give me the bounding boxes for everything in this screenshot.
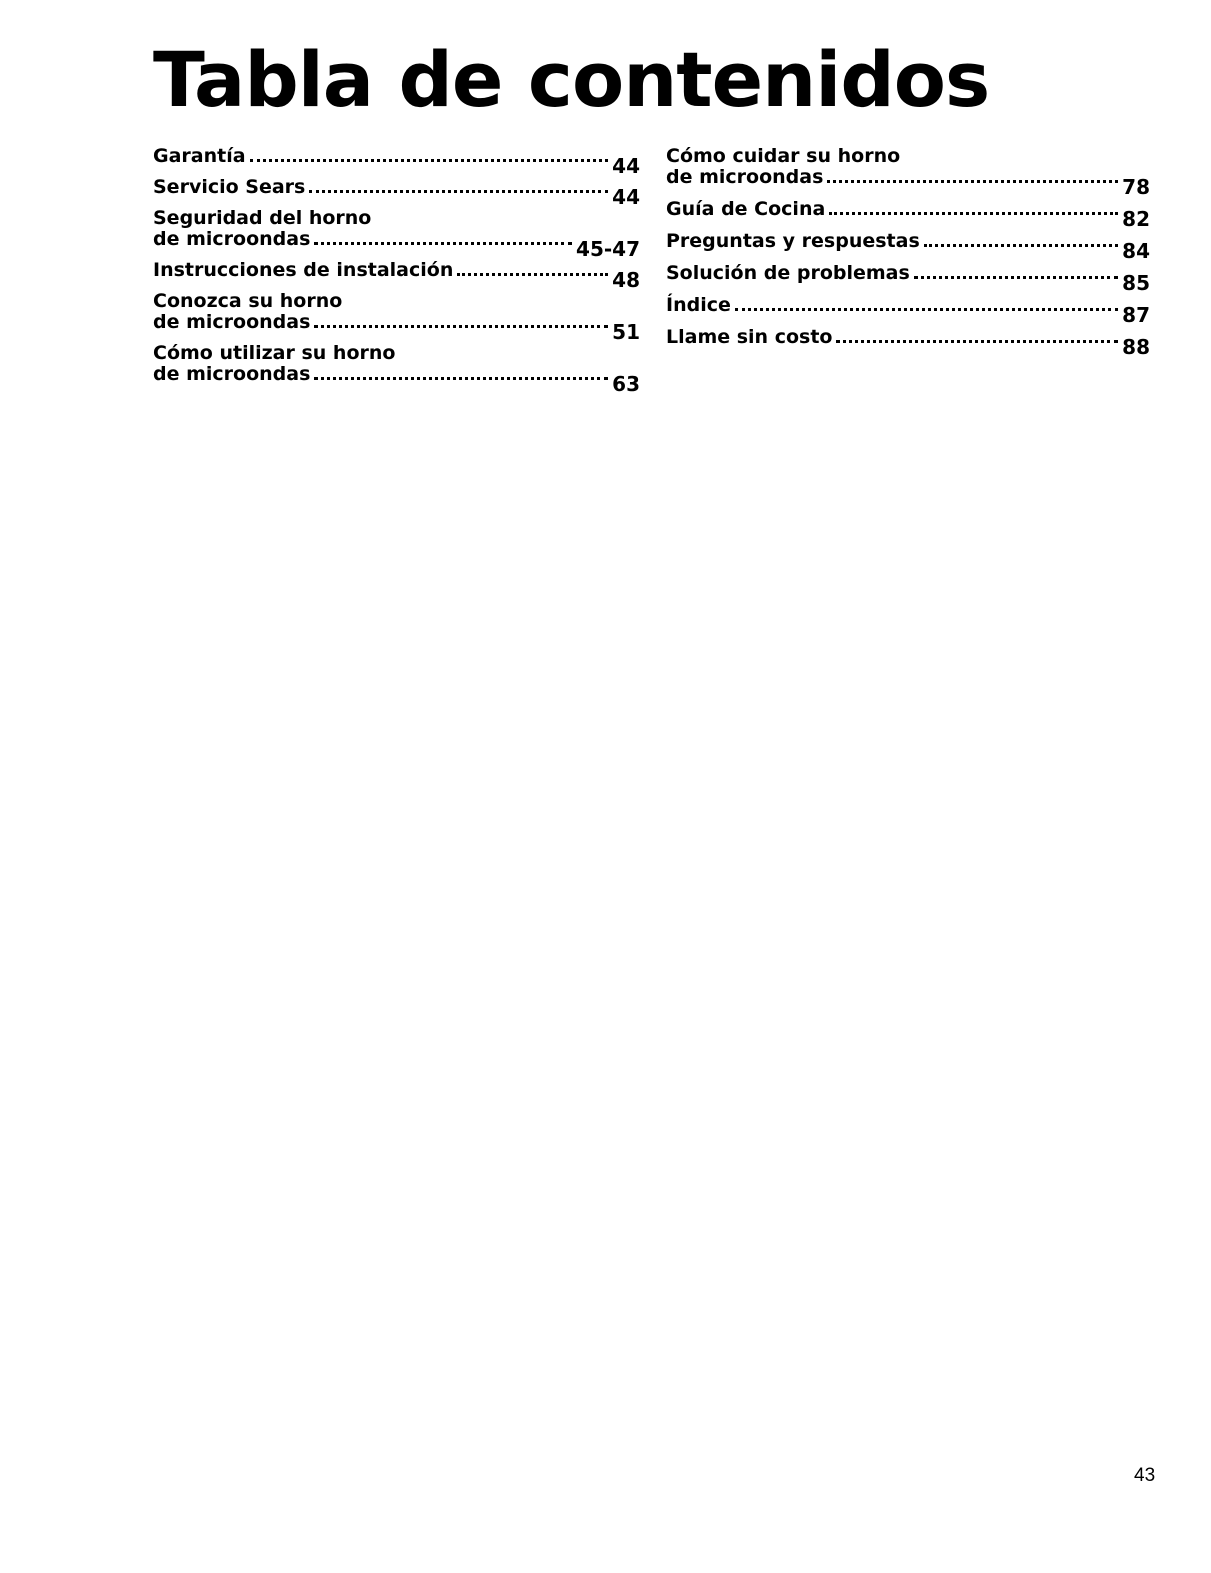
toc-entry-label: de microondas bbox=[153, 363, 311, 385]
toc-entry[interactable] bbox=[153, 290, 640, 344]
toc-column-left bbox=[153, 146, 640, 395]
dot-leader bbox=[314, 377, 608, 380]
toc-entry-page: 45-47 bbox=[576, 237, 640, 261]
toc-entry-page: 84 bbox=[1122, 239, 1150, 263]
toc-entry-page: 63 bbox=[612, 372, 640, 396]
toc-entry-label: Cómo cuidar su horno bbox=[666, 145, 901, 167]
toc-entry[interactable] bbox=[666, 198, 1150, 231]
toc-entry[interactable] bbox=[666, 294, 1150, 327]
toc-entry-page: 44 bbox=[612, 185, 640, 209]
toc-entry-label: Índice bbox=[666, 294, 731, 316]
toc-entry-label: de microondas bbox=[666, 166, 824, 188]
toc-column-right bbox=[666, 146, 1150, 359]
toc-entry[interactable] bbox=[666, 262, 1150, 295]
toc-entry-label: Cómo utilizar su horno bbox=[153, 342, 396, 364]
dot-leader bbox=[314, 325, 608, 328]
toc-entry[interactable] bbox=[666, 230, 1150, 263]
toc-entry-page: 85 bbox=[1122, 271, 1150, 295]
toc-entry-label: Servicio Sears bbox=[153, 176, 306, 198]
toc-entry-label: Guía de Cocina bbox=[666, 198, 826, 220]
toc-entry-label: Instrucciones de instalación bbox=[153, 259, 454, 281]
toc-entry[interactable] bbox=[153, 176, 640, 209]
dot-leader bbox=[314, 242, 572, 245]
toc-entry-page: 88 bbox=[1122, 335, 1150, 359]
toc-entry-label: Solución de problemas bbox=[666, 262, 910, 284]
dot-leader bbox=[924, 244, 1118, 247]
dot-leader bbox=[829, 212, 1118, 215]
dot-leader bbox=[457, 273, 608, 276]
toc-entry-page: 78 bbox=[1122, 175, 1150, 199]
toc-entry[interactable] bbox=[153, 259, 640, 292]
toc-entry-label: de microondas bbox=[153, 228, 311, 250]
page-number: 43 bbox=[1134, 1465, 1156, 1486]
dot-leader bbox=[836, 340, 1118, 343]
toc-entry-page: 51 bbox=[612, 320, 640, 344]
toc-entry-page: 44 bbox=[612, 154, 640, 178]
toc-entry[interactable] bbox=[666, 326, 1150, 359]
toc-entry-page: 87 bbox=[1122, 303, 1150, 327]
toc-entry[interactable] bbox=[153, 207, 640, 261]
toc-entry-label: Preguntas y respuestas bbox=[666, 230, 920, 252]
toc-entry[interactable] bbox=[153, 342, 640, 396]
dot-leader bbox=[250, 159, 609, 162]
toc-entry-label: de microondas bbox=[153, 311, 311, 333]
toc-entry-label: Llame sin costo bbox=[666, 326, 833, 348]
dot-leader bbox=[309, 190, 608, 193]
toc-entry-page: 82 bbox=[1122, 207, 1150, 231]
toc-entry-label: Seguridad del horno bbox=[153, 207, 372, 229]
toc-entry-page: 48 bbox=[612, 268, 640, 292]
dot-leader bbox=[827, 180, 1118, 183]
toc-entry[interactable] bbox=[666, 145, 1150, 199]
toc-entry[interactable] bbox=[153, 145, 640, 178]
toc-entry-label: Garantía bbox=[153, 145, 246, 167]
toc-entry-label: Conozca su horno bbox=[153, 290, 343, 312]
page-title: Tabla de contenidos bbox=[153, 35, 990, 124]
dot-leader bbox=[914, 276, 1118, 279]
dot-leader bbox=[735, 308, 1118, 311]
